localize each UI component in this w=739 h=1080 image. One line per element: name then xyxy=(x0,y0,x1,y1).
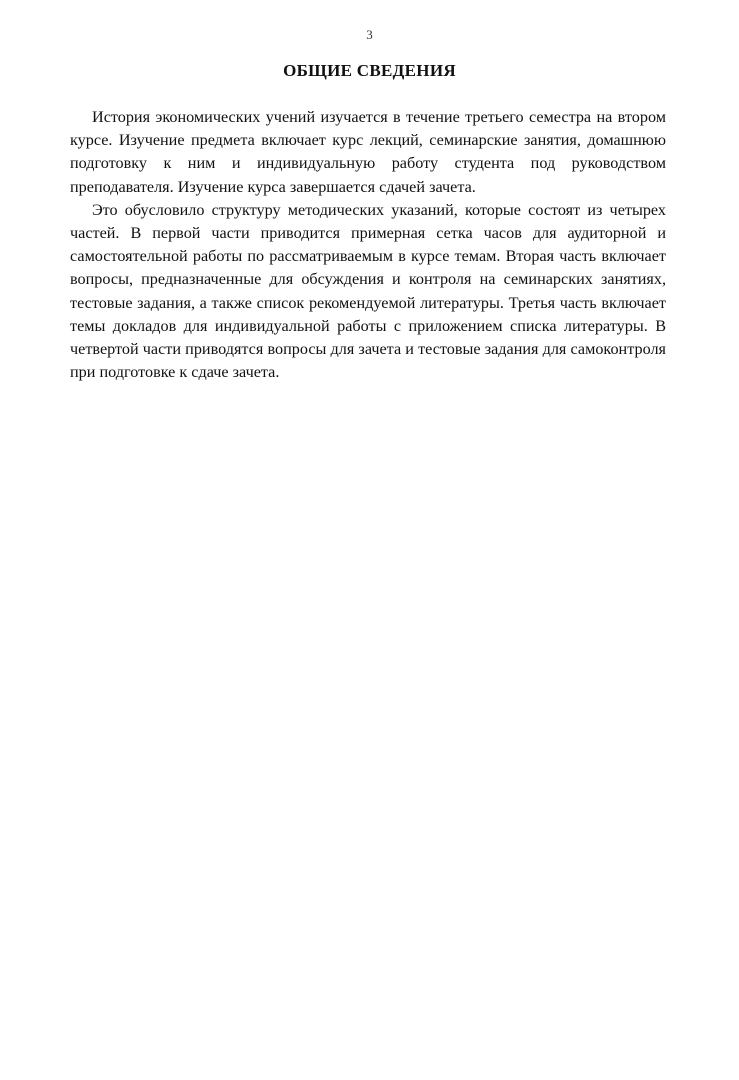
page-number: 3 xyxy=(366,27,373,42)
intro-paragraph: История экономических учений изучается в течение третьего семестра на втором курсе. Изучение предмета включает курс лекций, семинарские занятия, домашнюю подготовку к ним и индивидуальную работу студента под руководством преподавателя. Изучение курса завершается сдачей зачета. xyxy=(70,108,666,196)
page-title: ОБЩИЕ СВЕДЕНИЯ xyxy=(283,61,456,80)
document-body xyxy=(70,106,666,384)
structure-paragraph: Это обусловило структуру методических указаний, которые состоят из четырех частей. В первой части приводится примерная сетка часов для аудиторной и самостоятельной работы по рассматриваемым в курсе темам. Вторая часть включает вопросы, предназначенные для обсуждения и контроля на семинарских занятиях, тестовые задания, а также список рекомендуемой литературы. Третья часть включает темы докладов для индивидуальной работы с приложением списка литературы. В четвертой части приводятся вопросы для зачета и тестовые задания для самоконтроля при подготовке к сдаче зачета. xyxy=(70,200,666,382)
